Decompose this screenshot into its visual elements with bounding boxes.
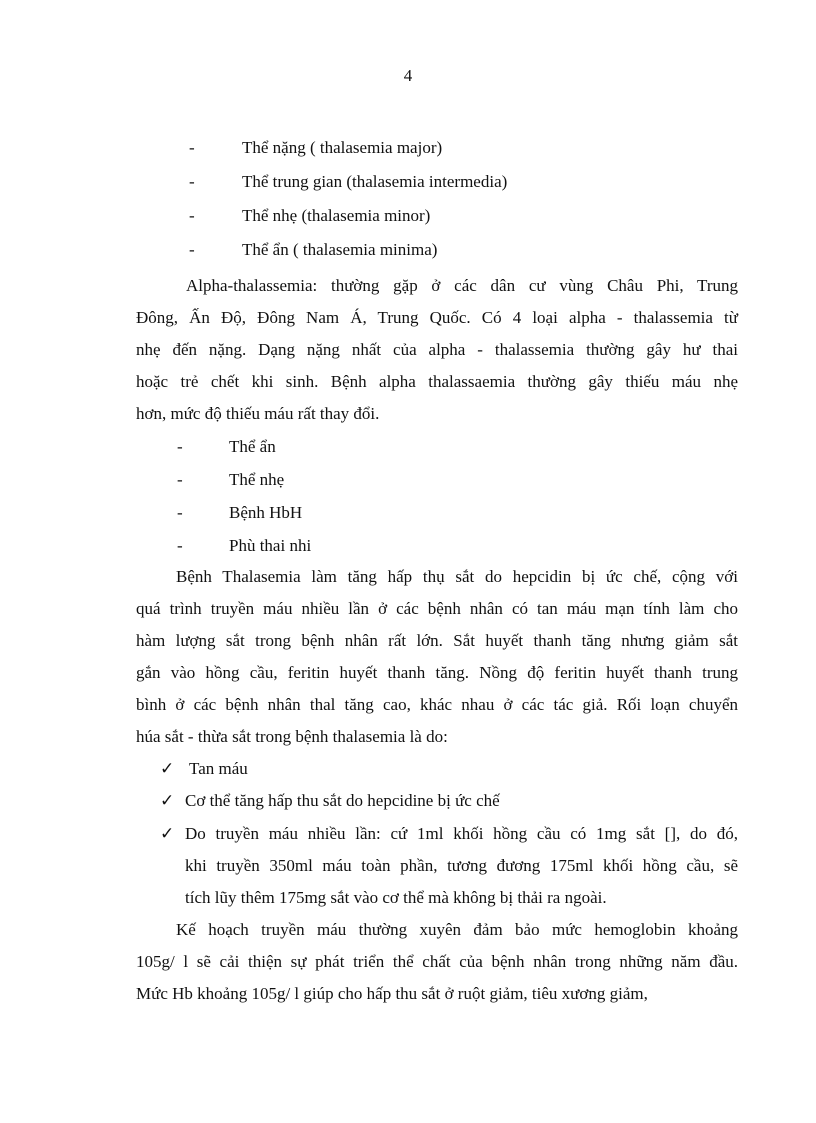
paragraph-line: quá trình truyền máu nhiều lần ở các bệnh nhân có tan máu mạn tính làm cho: [136, 599, 738, 618]
list-bullet: -: [177, 536, 183, 555]
checklist-item-line: tích lũy thêm 175mg sắt vào cơ thể mà không bị thải ra ngoài.: [185, 888, 607, 907]
list-item: Thể ẩn: [229, 437, 276, 456]
list-item: Thể nhẹ (thalasemia minor): [242, 206, 431, 225]
check-icon: ✓: [160, 791, 175, 810]
list-item: Thể ẩn ( thalasemia minima): [242, 240, 438, 259]
list-bullet: -: [177, 503, 183, 522]
paragraph-line: Bệnh Thalasemia làm tăng hấp thụ sắt do hepcidin bị ức chế, cộng với: [176, 567, 738, 586]
list-item: Bệnh HbH: [229, 503, 303, 522]
page-number: 4: [403, 66, 413, 85]
list-bullet: -: [177, 470, 183, 489]
paragraph-line: Kế hoạch truyền máu thường xuyên đảm bảo mức hemoglobin khoảng: [176, 920, 738, 939]
list-item: Phù thai nhi: [229, 536, 312, 555]
list-item: Thể nặng ( thalasemia major): [242, 138, 443, 157]
checklist-item: Tan máu: [189, 759, 248, 778]
checklist-item-line: khi truyền 350ml máu toàn phần, tương đương 175ml khối hồng cầu, sẽ: [185, 856, 738, 875]
list-bullet: -: [189, 240, 195, 259]
paragraph-line: gắn vào hồng cầu, feritin huyết thanh tăng. Nồng độ feritin huyết thanh trung: [136, 663, 738, 682]
list-bullet: -: [189, 138, 195, 157]
check-icon: ✓: [160, 759, 175, 778]
checklist-item-line: Do truyền máu nhiều lần: cứ 1ml khối hồng cầu có 1mg sắt [], do đó,: [185, 824, 738, 843]
paragraph-line: hoặc trẻ chết khi sinh. Bệnh alpha thalassaemia thường gây thiếu máu nhẹ: [136, 372, 738, 391]
paragraph-line: Mức Hb khoảng 105g/ l giúp cho hấp thu sắt ở ruột giảm, tiêu xương giảm,: [136, 984, 648, 1003]
paragraph-line: hàm lượng sắt trong bệnh nhân rất lớn. Sắt huyết thanh tăng nhưng giảm sắt: [136, 631, 738, 650]
check-icon: ✓: [160, 824, 175, 843]
list-item: Thể trung gian (thalasemia intermedia): [242, 172, 508, 191]
paragraph-line: 105g/ l sẽ cải thiện sự phát triển thể chất của bệnh nhân trong những năm đầu.: [136, 952, 738, 971]
list-bullet: -: [189, 172, 195, 191]
paragraph-line: húa sắt - thừa sắt trong bệnh thalasemia là do:: [136, 727, 448, 746]
list-bullet: -: [189, 206, 195, 225]
paragraph-line: hơn, mức độ thiếu máu rất thay đổi.: [136, 404, 380, 423]
paragraph-line: Alpha-thalassemia: thường gặp ở các dân cư vùng Châu Phi, Trung: [186, 276, 738, 295]
list-bullet: -: [177, 437, 183, 456]
paragraph-line: nhẹ đến nặng. Dạng nặng nhất của alpha - thalassemia thường gây hư thai: [136, 340, 738, 359]
paragraph-line: bình ở các bệnh nhân thal tăng cao, khác nhau ở các tác giả. Rối loạn chuyển: [136, 695, 738, 714]
checklist-item: Cơ thể tăng hấp thu sắt do hepcidine bị ức chế: [185, 791, 500, 810]
paragraph-line: Đông, Ấn Độ, Đông Nam Á, Trung Quốc. Có 4 loại alpha - thalassemia từ: [136, 308, 738, 327]
list-item: Thể nhẹ: [229, 470, 285, 489]
